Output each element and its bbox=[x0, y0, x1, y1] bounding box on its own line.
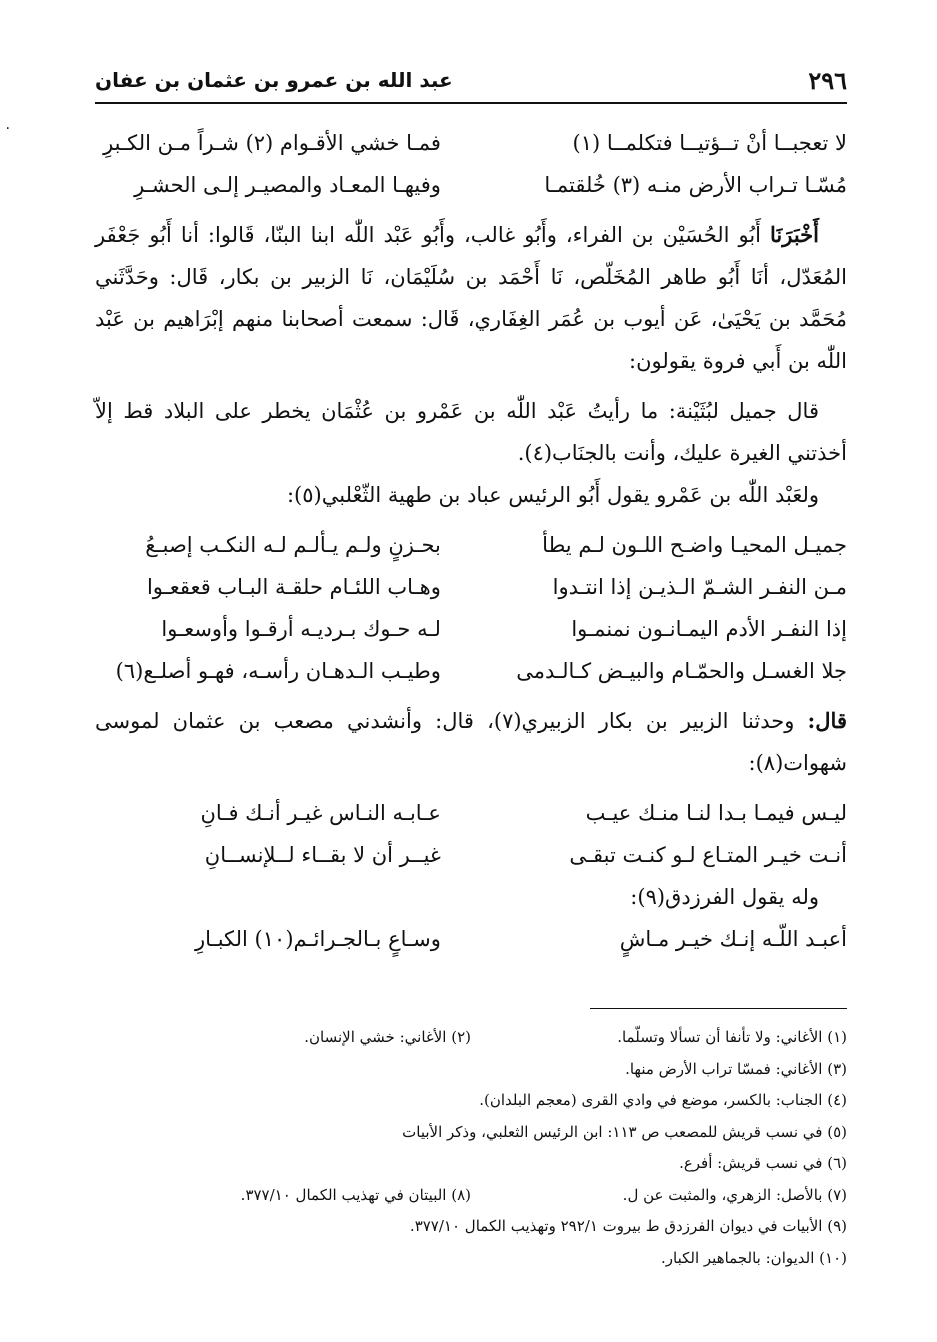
footnote-7: (٧) بالأصل: الزهري، والمثبت عن ل. bbox=[622, 1185, 847, 1204]
paragraph-farazdaq: وله يقول الفرزدق(٩): bbox=[630, 885, 819, 909]
verse-second-hemistich: بحـزنٍ ولـم يـألـم لـه النكـب إصبـعُ bbox=[145, 533, 441, 557]
page-header bbox=[95, 58, 847, 104]
verse-first-hemistich: جميـل المحيـا واضـح اللـون لـم يطأ bbox=[542, 533, 847, 557]
paragraph-jamil: قال جميل لبُثَيْنة: ما رأيتُ عَبْد اللّٰه بن عَمْرو بن عُثْمَان يخطر على البلاد قط إلاّ أخذتني الغيرة عليك، وأنت بالجنَاب(٤). bbox=[95, 399, 847, 465]
footnote-1: (١) الأغاني: ولا تأنفا أن تسألا وتسلّما. bbox=[617, 1028, 847, 1046]
footnote-row bbox=[95, 1085, 847, 1117]
verse-first-hemistich: ليـس فيمـا بـدا لنـا منـك عيـب bbox=[585, 801, 847, 825]
footnote-6: (٦) في نسب قريش: أفرع. bbox=[679, 1154, 847, 1172]
footnote-row bbox=[95, 1148, 847, 1180]
footnote-4: (٤) الجناب: بالكسر، موضع في وادي القرى (معجم البلدان). bbox=[479, 1091, 847, 1109]
verse-group-1 bbox=[95, 122, 847, 206]
footnote-row bbox=[95, 1022, 847, 1054]
footnote-row bbox=[95, 1180, 847, 1212]
page-number: ٢٩٦ bbox=[808, 65, 847, 95]
paragraph-isnad bbox=[95, 214, 847, 382]
verse-second-hemistich: عـابـه النـاس غيـر أنـك فـانِ bbox=[200, 801, 441, 825]
paragraph-text: وحدثنا الزبير بن بكار الزبيري(٧)، قال: وأنشدني مصعب بن عثمان لموسى شهوات(٨): bbox=[95, 709, 847, 775]
footnote-3: (٣) الأغاني: فمسّا تراب الأرض منها. bbox=[625, 1059, 847, 1078]
margin-mark: ٠ bbox=[4, 120, 12, 136]
verse-first-hemistich: لا تعجبــا أنْ تــؤتيــا فتكلمــا (١) bbox=[572, 131, 847, 155]
verse-first-hemistich: أعبـد اللّـه إنـك خيـر مـاشٍ bbox=[619, 927, 847, 951]
verse-second-hemistich: وفيهـا المعـاد والمصيـر إلـى الحشـرِ bbox=[134, 173, 441, 197]
verse-line bbox=[95, 918, 847, 960]
verse-second-hemistich: وسـاعٍ بـالجـرائـم(١٠) الكبـارِ bbox=[195, 927, 441, 951]
footnote-9: (٩) الأبيات في ديوان الفرزدق ط بيروت ٢٩٢/١ وتهذيب الكمال ٣٧٧/١٠. bbox=[409, 1217, 847, 1235]
verse-first-hemistich: جلا الغسـل والحمّـام والبيـض كـالـدمى bbox=[516, 659, 847, 683]
footnotes bbox=[95, 1022, 847, 1274]
footnote-row bbox=[95, 1211, 847, 1243]
verse-line bbox=[95, 650, 847, 692]
paragraph-zubayr bbox=[95, 700, 847, 784]
paragraph-lead-word: أَخْبَرَنَا bbox=[770, 222, 819, 247]
verse-line bbox=[95, 566, 847, 608]
verse-first-hemistich: إذا النفـر الأدم اليمـانـون نمنمـوا bbox=[571, 617, 847, 641]
footnote-5: (٥) في نسب قريش للمصعب ص ١١٣: ابن الرئيس الثعلبي، وذكر الأبيات bbox=[402, 1122, 847, 1141]
verse-group-2 bbox=[95, 524, 847, 692]
verse-second-hemistich: وطيـب الـدهـان رأسـه، فهـو أصلـع(٦) bbox=[115, 659, 441, 683]
footnote-row bbox=[95, 1243, 847, 1275]
verse-line bbox=[95, 122, 847, 164]
verse-first-hemistich: مُسّـا تـراب الأرض منـه (٣) خُلقتمـا bbox=[544, 173, 847, 197]
verse-line bbox=[95, 524, 847, 566]
footnote-8: (٨) البيتان في تهذيب الكمال ٣٧٧/١٠. bbox=[240, 1185, 471, 1204]
verse-group-3 bbox=[95, 792, 847, 876]
verse-line bbox=[95, 608, 847, 650]
verse-line bbox=[95, 164, 847, 206]
verse-line bbox=[95, 792, 847, 834]
verse-first-hemistich: أنـت خيـر المتـاع لـو كنـت تبقـى bbox=[569, 843, 847, 867]
footnote-separator bbox=[590, 1008, 847, 1009]
verse-line bbox=[95, 834, 847, 876]
verse-first-hemistich: مـن النفـر الشـمّ الـذيـن إذا انتـدوا bbox=[552, 575, 847, 599]
verse-second-hemistich: لـه حـوك بـرديـه أرقـوا وأوسعـوا bbox=[161, 617, 441, 641]
main-text bbox=[95, 122, 847, 960]
footnote-2: (٢) الأغاني: خشي الإنسان. bbox=[304, 1028, 471, 1046]
footnote-row bbox=[95, 1054, 847, 1086]
footnote-row bbox=[95, 1117, 847, 1149]
paragraph-text: أَبُو الحُسَيْن بن الفراء، وأَبُو غالب، وأَبُو عَبْد اللّٰه ابنا البنّا، قَالوا: أنا أَبُو جَعْفَر المُعَدّل، أنَا أَبُو طاهر المُخَلّص، نَا أَحْمَد بن سُلَيْمَان، نَا الزبير بن بكار، قَال: وحَدَّثَني مُحَمَّد بن يَحْيَىٰ، عَن أيوب بن عُمَر الغِفَاري، قَال: سمعت أصحابنا منهم إبْرَاهيم بن عَبْد اللّٰه بن أَبي فروة يقولون: bbox=[95, 223, 847, 373]
paragraph-lead-word: قال: bbox=[807, 708, 847, 733]
verse-group-4 bbox=[95, 918, 847, 960]
verse-second-hemistich: فمـا خشي الأقـوام (٢) شـراً مـن الكـبرِ bbox=[103, 131, 441, 155]
footnote-10: (١٠) الديوان: بالجماهير الكبار. bbox=[661, 1248, 847, 1267]
paragraph-poet-intro: ولعَبْد اللّٰه بن عَمْرو يقول أَبُو الرئيس عباد بن طهية الثّعْلبي(٥): bbox=[286, 483, 819, 507]
verse-second-hemistich: غيــر أن لا بقــاء لــلإنســانِ bbox=[204, 843, 441, 867]
running-title: عبد الله بن عمرو بن عثمان بن عفان bbox=[95, 68, 453, 92]
verse-second-hemistich: وهـاب اللئـام حلقـة البـاب قعقعـوا bbox=[146, 575, 441, 599]
